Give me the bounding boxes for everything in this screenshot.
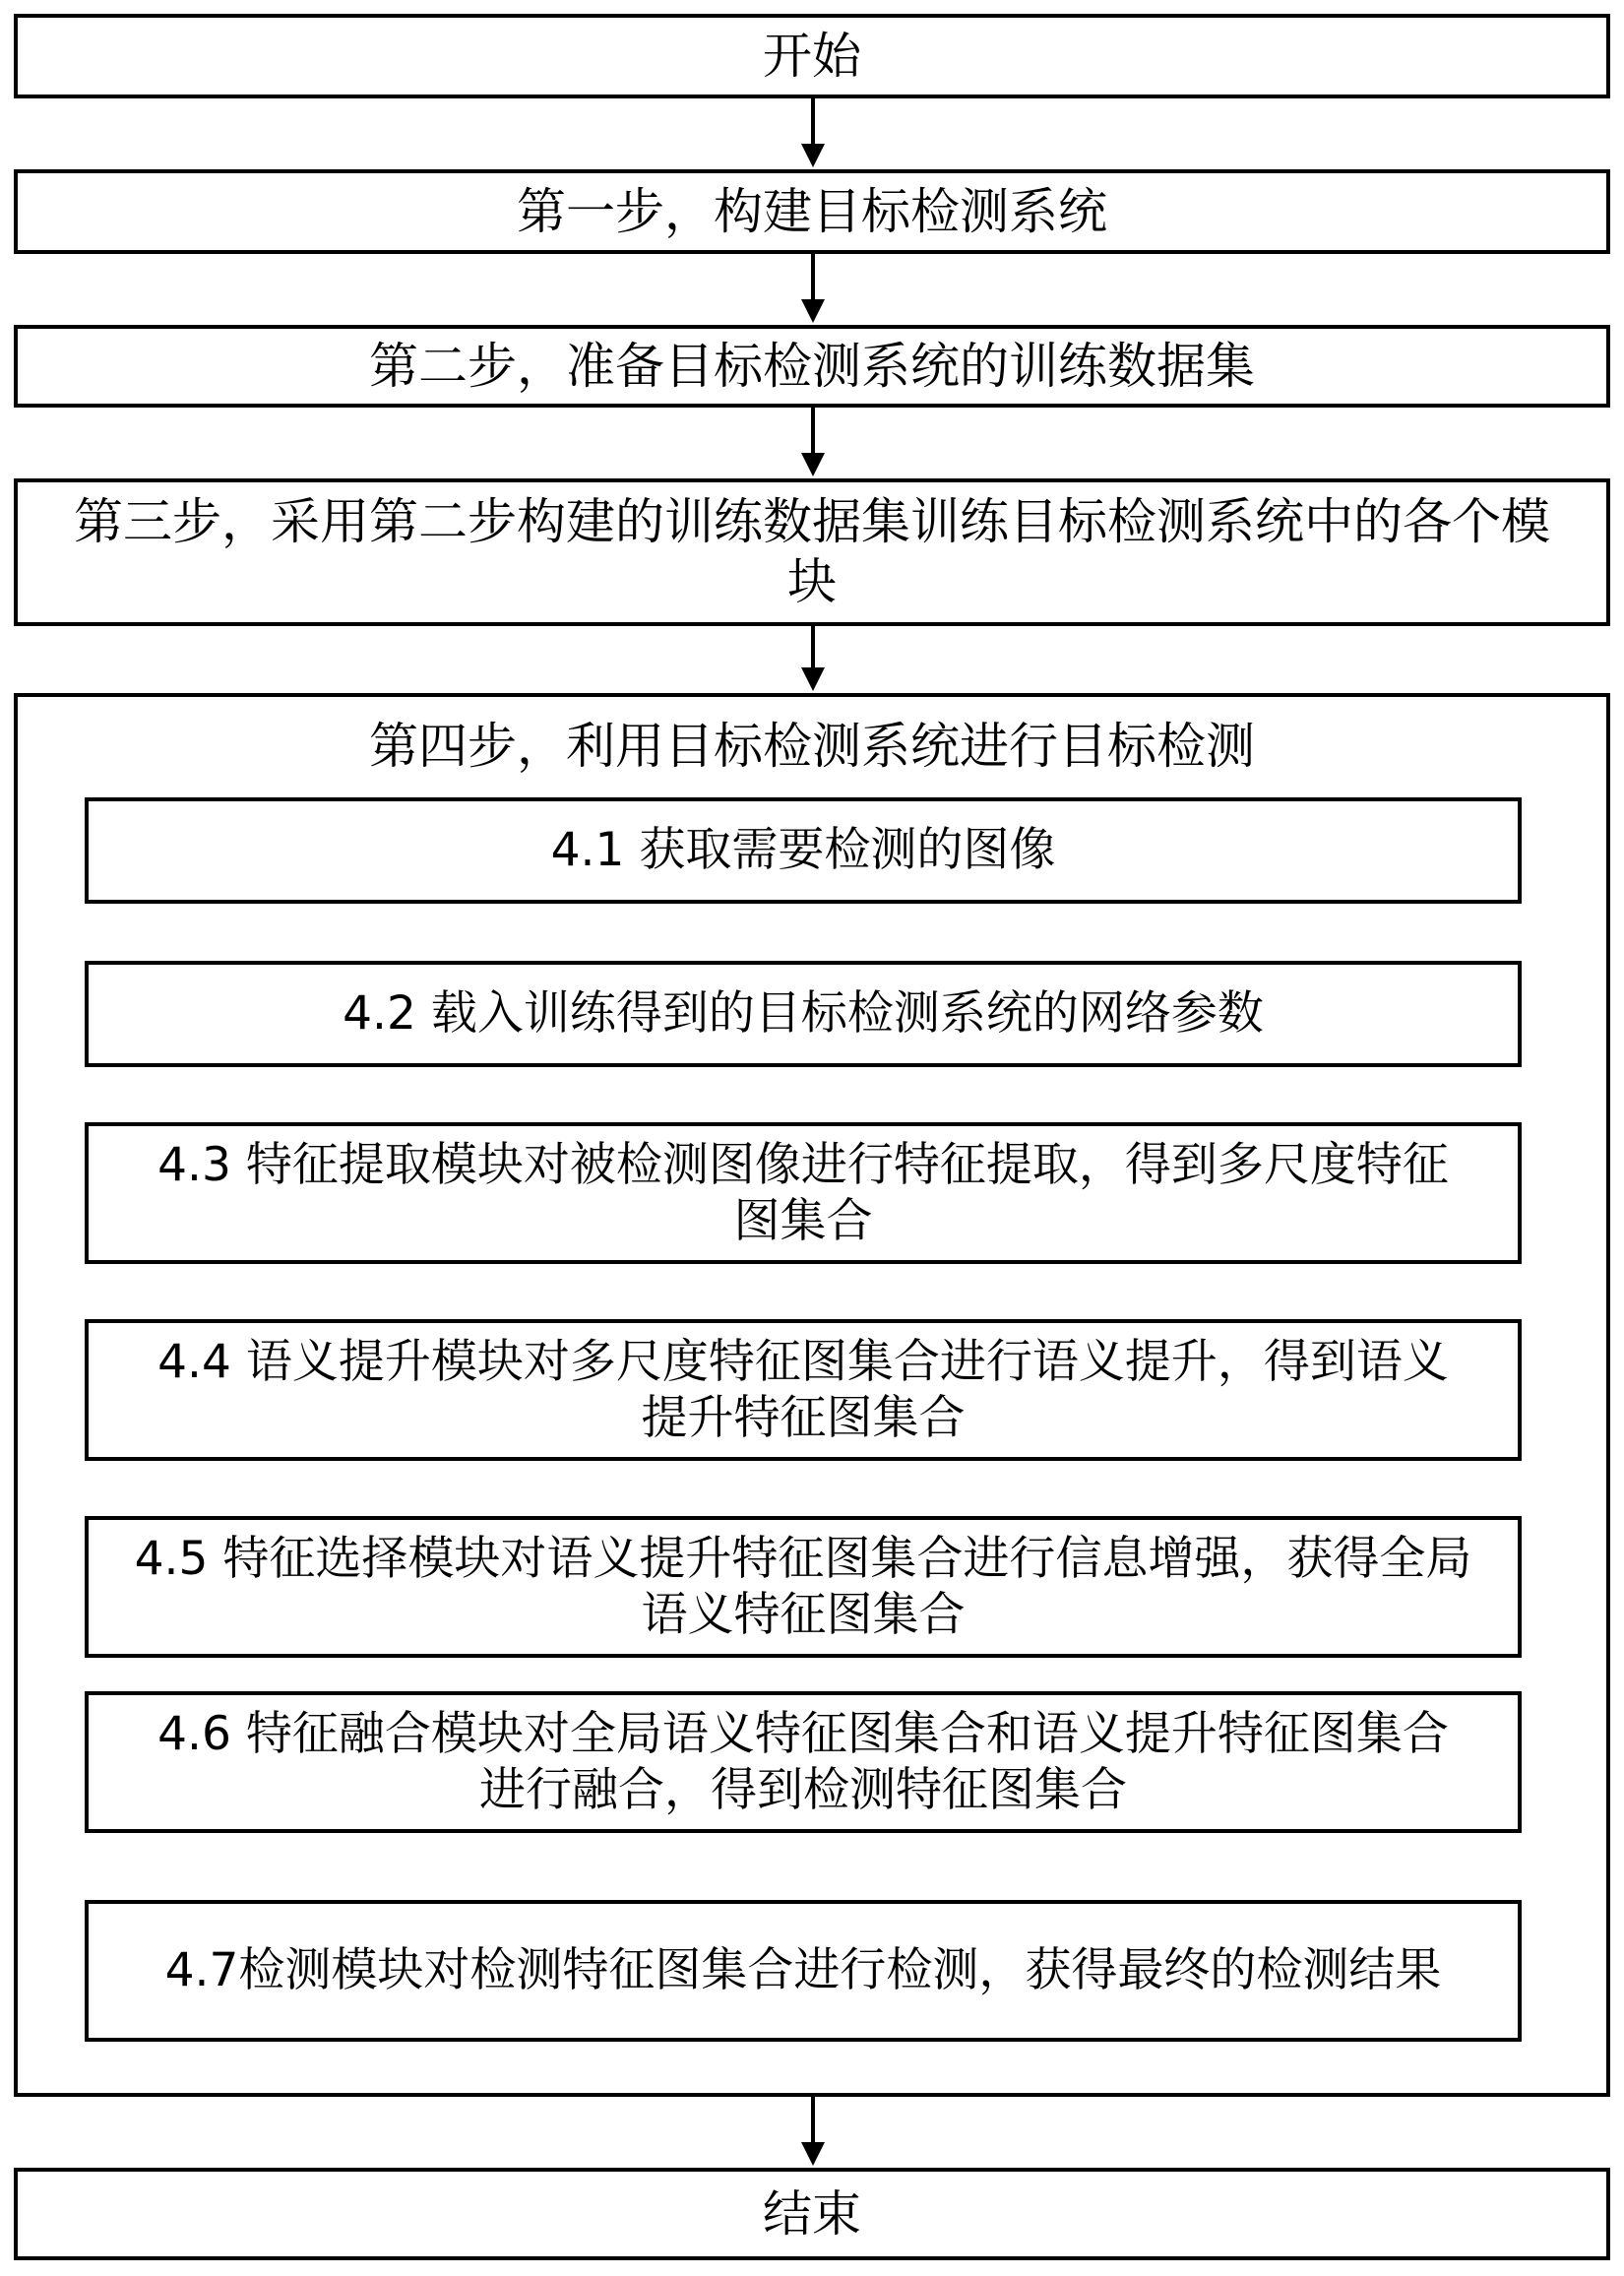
- step1-label: 第一步，构建目标检测系统: [517, 182, 1107, 240]
- substep-4-5: [85, 1516, 1522, 1658]
- substep-4-4-label: 4.4 语义提升模块对多尺度特征图集合进行语义提升，得到语义提升特征图集合: [157, 1334, 1449, 1445]
- arrow-step3-to-step4: [801, 626, 825, 691]
- start-label: 开始: [763, 27, 861, 85]
- substep-4-3-label: 4.3 特征提取模块对被检测图像进行特征提取，得到多尺度特征图集合: [157, 1137, 1449, 1248]
- step1-node: [14, 169, 1610, 254]
- substep-4-3: [85, 1122, 1522, 1264]
- step3-label: 第三步，采用第二步构建的训练数据集训练目标检测系统中的各个模块: [74, 493, 1550, 610]
- substep-4-2-label: 4.2 载入训练得到的目标检测系统的网络参数: [343, 986, 1264, 1042]
- arrow-start-to-step1: [801, 98, 825, 167]
- substep-4-6-label: 4.6 特征融合模块对全局语义特征图集合和语义提升特征图集合进行融合，得到检测特征图集合: [157, 1706, 1449, 1817]
- arrow-step2-to-step3: [801, 408, 825, 476]
- substep-4-7-label: 4.7检测模块对检测特征图集合进行检测，获得最终的检测结果: [164, 1943, 1442, 1998]
- substep-4-1-label: 4.1 获取需要检测的图像: [550, 823, 1056, 878]
- substep-4-4: [85, 1319, 1522, 1461]
- step2-label: 第二步，准备目标检测系统的训练数据集: [369, 337, 1255, 395]
- arrow-step1-to-step2: [801, 254, 825, 323]
- end-node: [14, 2168, 1610, 2260]
- substep-4-5-label: 4.5 特征选择模块对语义提升特征图集合进行信息增强，获得全局语义特征图集合: [134, 1531, 1472, 1642]
- substep-4-7: [85, 1900, 1522, 2042]
- substep-4-1: [85, 797, 1522, 904]
- step2-node: [14, 325, 1610, 408]
- end-label: 结束: [763, 2184, 861, 2243]
- step4-title: 第四步，利用目标检测系统进行目标检测: [369, 718, 1255, 775]
- substep-4-6: [85, 1691, 1522, 1833]
- substep-4-2: [85, 961, 1522, 1067]
- arrow-step4-to-end: [801, 2097, 825, 2166]
- step3-node: [14, 478, 1610, 626]
- start-node: [14, 14, 1610, 98]
